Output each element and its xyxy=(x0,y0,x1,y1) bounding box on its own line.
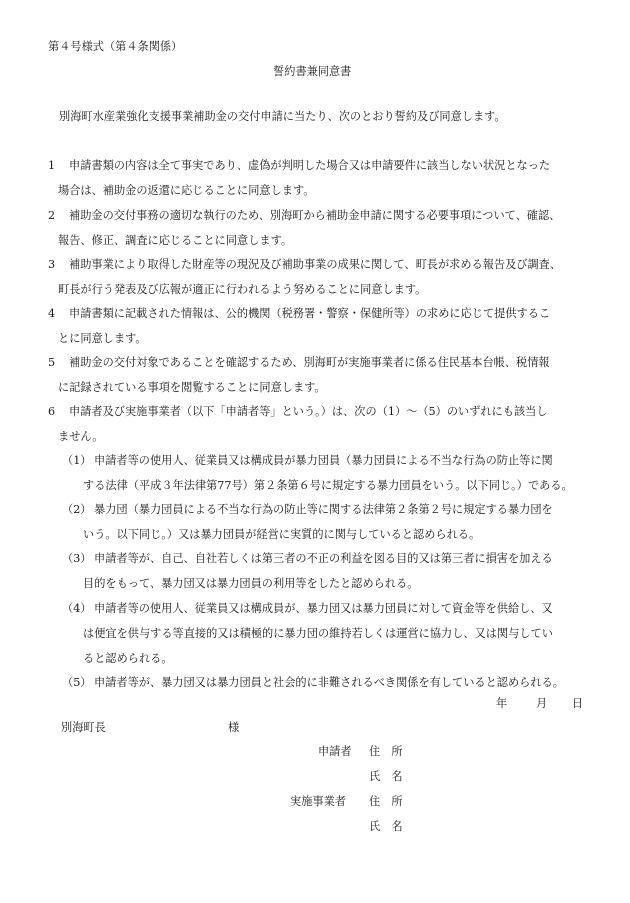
item-text-continued: 報告、修正、調査に応じることに同意します。 xyxy=(58,234,293,247)
item-text-continued: 場合は、補助金の返還に応じることに同意します。 xyxy=(58,184,315,197)
item-text-continued: に記録されている事項を閲覧することに同意します。 xyxy=(58,381,326,394)
item-number: 1 xyxy=(48,159,56,172)
subitem-text-continued: いう。以下同じ。）又は暴力団員が経営に実質的に関与していると認められる。 xyxy=(83,528,481,541)
item-text: 申請書類の内容は全て事実であり、虚偽が判明した場合又は申請要件に該当しない状況となった xyxy=(69,159,551,172)
applicant-name-label: 氏 名 xyxy=(369,770,403,783)
item-text: 補助事業により取得した財産等の現況及び補助事業の成果に関して、町長が求める報告及び調査、 xyxy=(69,258,562,271)
subitem-text: 申請者等の使用人、従業員又は構成員が暴力団員（暴力団員による不当な行為の防止等に関 xyxy=(94,454,553,467)
subitem-label: （2） xyxy=(62,503,92,516)
subitem-text-continued: ると認められる。 xyxy=(83,652,173,665)
subitem-label: （4） xyxy=(62,602,92,615)
operator-name-label: 氏 名 xyxy=(369,820,403,833)
item-number: 5 xyxy=(48,356,56,369)
item-text: 補助金の交付対象であることを確認するため、別海町が実施事業者に係る住民基本台帳、税情報 xyxy=(69,356,550,369)
addressee-name: 別海町長 xyxy=(61,721,106,734)
form-number-label: 第４号様式（第４条関係） xyxy=(48,40,183,53)
subitem-label: （3） xyxy=(62,552,92,565)
subitem-label: （1） xyxy=(62,454,92,467)
subitem-text-continued: は便宜を供与する等直接的又は積極的に暴力団の維持若しくは運営に協力し、又は関与してい xyxy=(83,627,553,640)
item-text-continued: ません。 xyxy=(58,430,104,443)
item-text-continued: とに同意します。 xyxy=(58,332,147,345)
subitem-text: 申請者等の使用人、従業員又は構成員が、暴力団又は暴力団員に対して資金等を供給し、又 xyxy=(94,602,553,615)
intro-paragraph: 別海町水産業強化支援事業補助金の交付申請に当たり、次のとおり誓約及び同意します。 xyxy=(59,110,506,123)
operator-address-label: 住 所 xyxy=(369,795,403,808)
applicant-label: 申請者 xyxy=(318,745,352,758)
addressee-honorific: 様 xyxy=(228,721,240,734)
subitem-text-continued: 目的をもって、暴力団又は暴力団員の利用等をしたと認められる。 xyxy=(83,577,419,590)
date-year-label: 年 xyxy=(496,697,508,710)
operator-label: 実施事業者 xyxy=(290,795,346,808)
item-text: 申請者及び実施事業者（以下「申請者等」という。）は、次の（1）～（5）のいずれにも該当し xyxy=(69,405,548,418)
item-text: 補助金の交付事務の適切な執行のため、別海町から補助金申請に関する必要事項について、確認、 xyxy=(69,209,561,222)
item-text-continued: 町長が行う発表及び広報が適正に行われるよう努めることに同意します。 xyxy=(58,283,427,296)
item-number: 2 xyxy=(48,209,56,222)
item-number: 3 xyxy=(48,258,56,271)
subitem-text: 申請者等が、暴力団又は暴力団員と社会的に非難されるべき関係を有していると認められる。 xyxy=(94,676,564,689)
applicant-address-label: 住 所 xyxy=(369,745,403,758)
subitem-text: 申請者等が、自己、自社若しくは第三者の不正の利益を図る目的又は第三者に損害を加える xyxy=(94,552,553,565)
subitem-text-continued: する法律（平成３年法律第77号）第２条第６号に規定する暴力団員をいう。以下同じ。）である。 xyxy=(83,479,573,492)
subitem-label: （5） xyxy=(62,676,92,689)
date-day-label: 日 xyxy=(572,697,584,710)
item-text: 申請書類に記載された情報は、公的機関（税務署・警察・保健所等）の求めに応じて提供するこ xyxy=(69,307,551,320)
item-number: 6 xyxy=(48,405,56,418)
subitem-text: 暴力団（暴力団員による不当な行為の防止等に関する法律第２条第２号に規定する暴力団を xyxy=(94,503,553,516)
document-title: 誓約書兼同意書 xyxy=(273,65,352,78)
date-month-label: 月 xyxy=(536,697,548,710)
item-number: 4 xyxy=(48,307,56,320)
